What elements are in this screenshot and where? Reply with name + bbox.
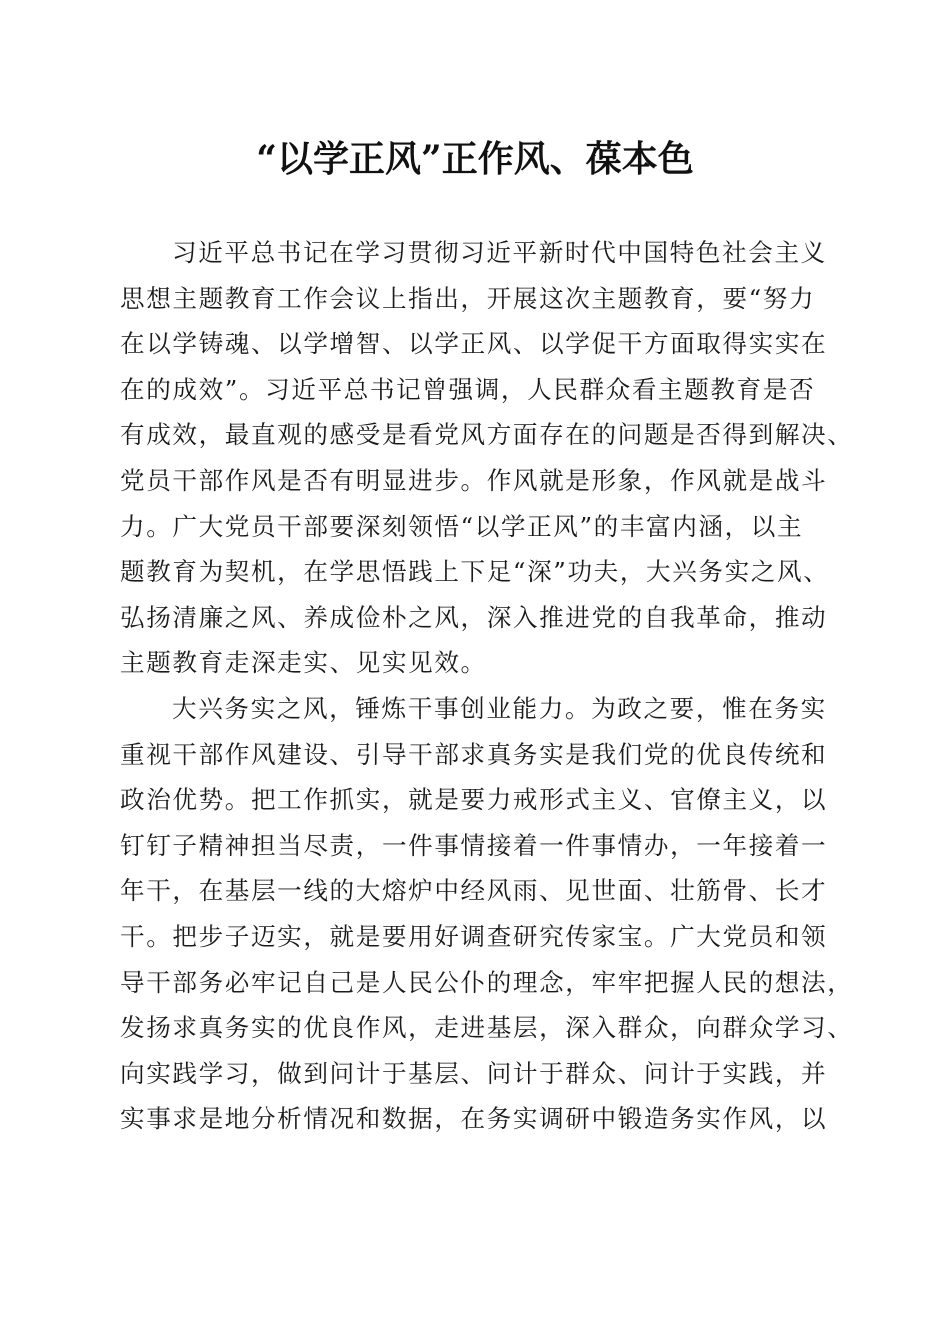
text-line: 在的成效”。习近平总书记曾强调，人民群众看主题教育是否 (120, 374, 816, 404)
text-line: 政治优势。把工作抓实，就是要力戒形式主义、官僚主义，以 (120, 785, 828, 815)
text-line: 党员干部作风是否有明显进步。作风就是形象，作风就是战斗 (120, 465, 828, 495)
paragraph-2 (120, 686, 854, 1142)
text-line: 重视干部作风建设、引导干部求真务实是我们党的优良传统和 (120, 739, 828, 769)
text-line: 主题教育走深走实、见实见效。 (120, 648, 487, 678)
text-line: 大兴务实之风，锤炼干事创业能力。为政之要，惟在务实 (172, 693, 827, 723)
text-line: 年干，在基层一线的大熔炉中经风雨、见世面、壮筋骨、长才 (120, 876, 828, 906)
text-line: 有成效，最直观的感受是看党风方面存在的问题是否得到解决、 (120, 420, 854, 450)
text-line: 实事求是地分析情况和数据，在务实调研中锻造务实作风，以 (120, 1104, 828, 1134)
text-line: 思想主题教育工作会议上指出，开展这次主题教育，要“努力 (120, 283, 816, 313)
text-line: 力。广大党员干部要深刻领悟“以学正风”的丰富内涵，以主 (120, 511, 804, 541)
text-line: 钉钉子精神担当尽责，一件事情接着一件事情办，一年接着一 (120, 830, 828, 860)
text-line: 题教育为契机，在学思悟践上下足“深”功夫，大兴务实之风、 (120, 557, 830, 587)
text-line: 在以学铸魂、以学增智、以学正风、以学促干方面取得实实在 (120, 329, 828, 359)
text-line: 向实践学习，做到问计于基层、问计于群众、问计于实践，并 (120, 1058, 828, 1088)
text-line: 导干部务必牢记自己是人民公仆的理念，牢牢把握人民的想法， (120, 967, 854, 997)
text-line: 发扬求真务实的优良作风，走进基层，深入群众，向群众学习、 (120, 1013, 854, 1043)
paragraph-1 (120, 230, 854, 686)
document-body (120, 230, 854, 1142)
text-line: 弘扬清廉之风、养成俭朴之风，深入推进党的自我革命，推动 (120, 602, 828, 632)
text-line: 习近平总书记在学习贯彻习近平新时代中国特色社会主义 (172, 238, 827, 267)
text-line: 干。把步子迈实，就是要用好调查研究传家宝。广大党员和领 (120, 921, 828, 951)
document-title: “以学正风”正作风、葆本色 (256, 138, 694, 180)
